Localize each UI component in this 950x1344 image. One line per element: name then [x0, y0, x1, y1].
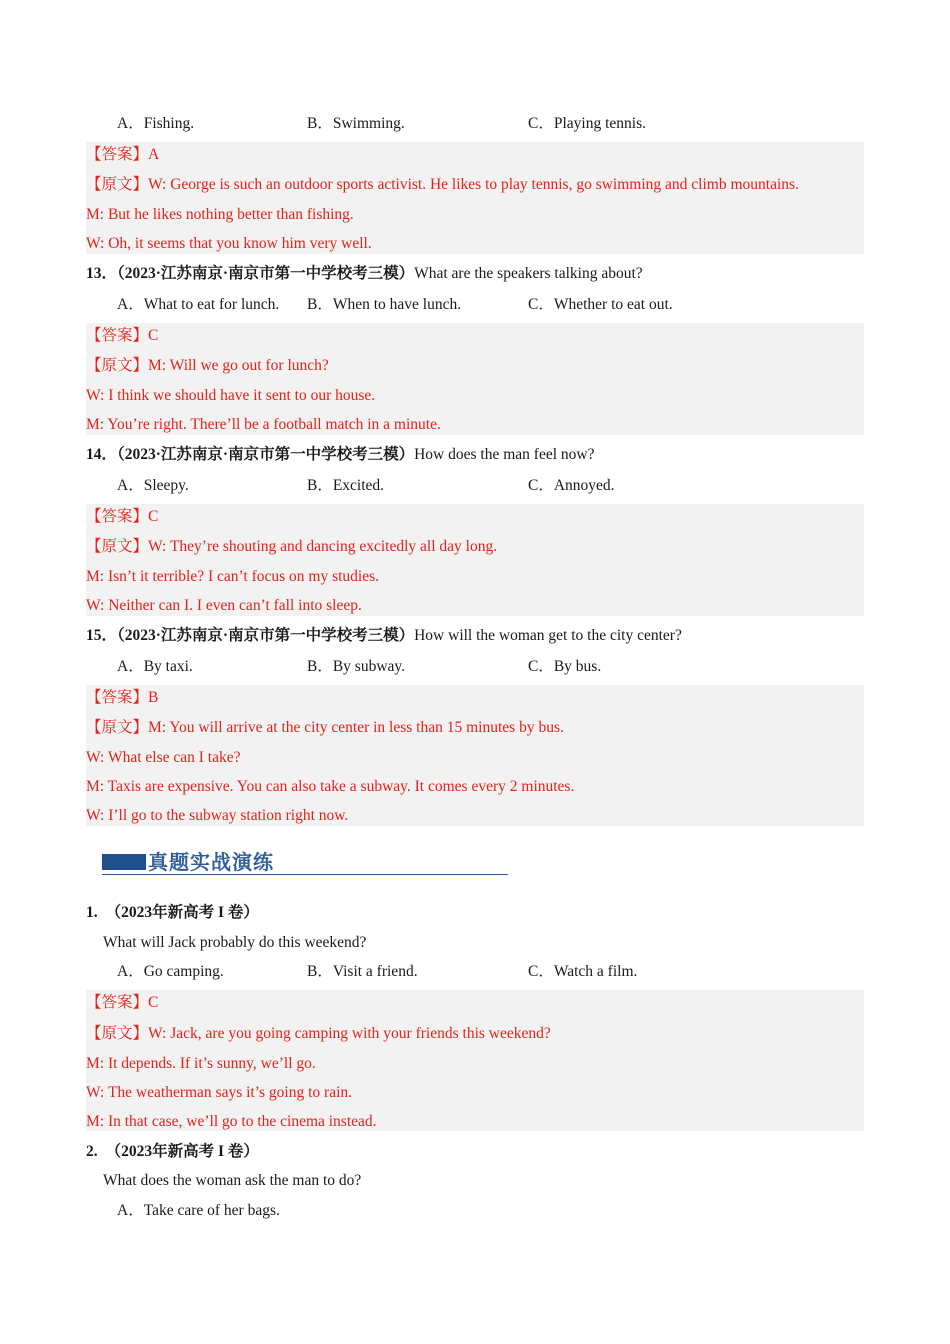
q13-option-a: A．What to eat for lunch. — [117, 296, 280, 313]
q15-transcript-4: W: I’ll go to the subway station right now. — [86, 807, 349, 824]
r1-transcript-4: M: In that case, we’ll go to the cinema instead. — [86, 1113, 377, 1130]
r2-options — [86, 1196, 864, 1225]
r1-number: 1. — [86, 904, 98, 921]
q14-transcript-2: M: Isn’t it terrible? I can’t focus on my studies. — [86, 568, 380, 585]
r2-question: What does the woman ask the man to do? — [103, 1172, 362, 1189]
q14-question-line — [86, 440, 864, 469]
r1-question: What will Jack probably do this weekend? — [103, 934, 367, 951]
q12-option-c: C．Playing tennis. — [528, 115, 646, 132]
q12-answer: 【答案】A — [86, 146, 160, 163]
r1-transcript-3: W: The weatherman says it’s going to rain. — [86, 1084, 353, 1101]
q14-option-b: B．Excited. — [307, 477, 385, 494]
q15-question: How will the woman get to the city center? — [414, 627, 682, 644]
q15-question-line — [86, 621, 864, 650]
q14-transcript-1: 【原文】W: They’re shouting and dancing excitedly all day long. — [86, 538, 498, 555]
q15-options — [86, 652, 864, 681]
q15-option-c: C．By bus. — [528, 658, 602, 675]
q13-transcript-1: 【原文】M: Will we go out for lunch? — [86, 357, 329, 374]
q13-question-line — [86, 259, 864, 288]
r1-transcript-1: 【原文】W: Jack, are you going camping with your friends this weekend? — [86, 1025, 551, 1042]
r1-answer: 【答案】C — [86, 994, 159, 1011]
q14-option-c: C．Annoyed. — [528, 477, 615, 494]
q15-transcript-3: M: Taxis are expensive. You can also take a subway. It comes every 2 minutes. — [86, 778, 575, 795]
q14-number: 14． — [86, 446, 118, 463]
section-bar-icon — [102, 854, 146, 870]
q15-option-b: B．By subway. — [307, 658, 406, 675]
q13-answer: 【答案】C — [86, 327, 159, 344]
q14-options — [86, 471, 864, 500]
q14-source: （2023·江苏南京·南京市第一中学校考三模） — [117, 446, 415, 463]
q12-option-b: B．Swimming. — [307, 115, 405, 132]
section-divider — [102, 874, 508, 875]
q15-source: （2023·江苏南京·南京市第一中学校考三模） — [117, 627, 415, 644]
q13-option-b: B．When to have lunch. — [307, 296, 462, 313]
r1-header — [86, 898, 864, 927]
q13-transcript-3: M: You’re right. There’ll be a football match in a minute. — [86, 416, 441, 433]
q12-transcript-2: M: But he likes nothing better than fishing. — [86, 206, 354, 223]
q15-transcript-2: W: What else can I take? — [86, 749, 241, 766]
r1-option-b: B．Visit a friend. — [307, 963, 418, 980]
r1-option-a: A．Go camping. — [117, 963, 224, 980]
r1-transcript-2: M: It depends. If it’s sunny, we’ll go. — [86, 1055, 316, 1072]
q13-transcript-2: W: I think we should have it sent to our house. — [86, 387, 376, 404]
q14-answer: 【答案】C — [86, 508, 159, 525]
q15-option-a: A．By taxi. — [117, 658, 193, 675]
q12-option-a: A．Fishing. — [117, 115, 195, 132]
q14-question: How does the man feel now? — [414, 446, 595, 463]
r2-header — [86, 1137, 864, 1166]
r2-number: 2. — [86, 1143, 98, 1160]
q14-transcript-3: W: Neither can I. I even can’t fall into sleep. — [86, 597, 362, 614]
q15-transcript-1: 【原文】M: You will arrive at the city center in less than 15 minutes by bus. — [86, 719, 564, 736]
q12-transcript-1: 【原文】W: George is such an outdoor sports activist. He likes to play tennis, go swimming and climb mountains. — [86, 176, 799, 193]
q12-transcript-3: W: Oh, it seems that you know him very well. — [86, 235, 372, 252]
r1-options — [86, 957, 864, 986]
r2-source: （2023年新高考 I 卷） — [105, 1143, 259, 1160]
q15-number: 15． — [86, 627, 118, 644]
q13-question: What are the speakers talking about? — [414, 265, 643, 282]
section-title: 真题实战演练 — [148, 850, 274, 874]
q15-answer: 【答案】B — [86, 689, 159, 706]
r1-source: （2023年新高考 I 卷） — [105, 904, 259, 921]
r1-option-c: C．Watch a film. — [528, 963, 638, 980]
q13-option-c: C．Whether to eat out. — [528, 296, 673, 313]
q13-options — [86, 290, 864, 319]
q13-number: 13． — [86, 265, 118, 282]
q14-option-a: A．Sleepy. — [117, 477, 189, 494]
q12-options — [86, 109, 864, 138]
section-header — [102, 848, 508, 876]
r2-option-a: A．Take care of her bags. — [117, 1202, 280, 1219]
q13-source: （2023·江苏南京·南京市第一中学校考三模） — [117, 265, 415, 282]
